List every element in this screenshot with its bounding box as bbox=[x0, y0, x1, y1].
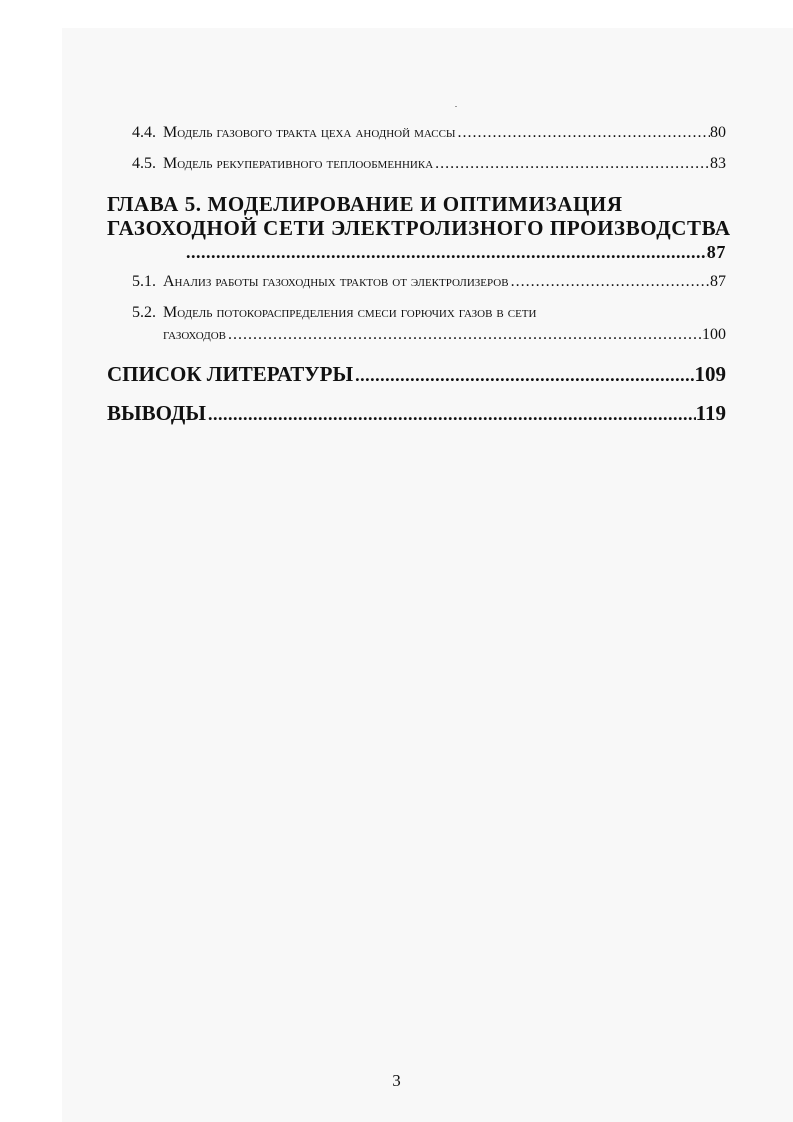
toc-entry-title: Модель рекуперативного теплообменника bbox=[163, 155, 434, 172]
toc-entry-5-2[interactable] bbox=[107, 304, 726, 344]
toc-entry-number: 5.2. bbox=[132, 304, 156, 321]
dot-leader bbox=[206, 404, 696, 425]
toc-entry-title: Анализ работы газоходных трактов от электролизеров bbox=[163, 273, 509, 290]
toc-entry-number: 4.4. bbox=[132, 124, 156, 141]
toc-entry-title-line-1: Модель потокораспределения смеси горючих газов в сети bbox=[163, 304, 537, 321]
dot-leader bbox=[433, 155, 710, 173]
toc-entry-number: 5.1. bbox=[132, 273, 156, 290]
toc-section-conclusions[interactable] bbox=[107, 401, 726, 426]
dot-leader bbox=[353, 365, 694, 386]
toc-section-title: ВЫВОДЫ bbox=[107, 401, 206, 425]
chapter-title-line-1: ГЛАВА 5. МОДЕЛИРОВАНИЕ И ОПТИМИЗАЦИЯ bbox=[107, 192, 623, 216]
toc-entry-page: 80 bbox=[710, 124, 726, 141]
toc-entry-page: 83 bbox=[710, 155, 726, 172]
toc-entry-5-1[interactable] bbox=[107, 273, 726, 296]
toc-entry-number: 4.5. bbox=[132, 155, 156, 172]
toc-section-references[interactable] bbox=[107, 362, 726, 387]
toc-section-page: 119 bbox=[695, 401, 726, 425]
toc-entry-4-4[interactable] bbox=[107, 124, 726, 147]
toc-chapter-page: 87 bbox=[706, 242, 726, 262]
toc-section-title: СПИСОК ЛИТЕРАТУРЫ bbox=[107, 362, 354, 386]
dot-leader bbox=[226, 326, 702, 344]
toc-section-page: 109 bbox=[694, 362, 726, 386]
dot-leader bbox=[509, 273, 710, 291]
chapter-title-line-2: ГАЗОХОДНОЙ СЕТИ ЭЛЕКТРОЛИЗНОГО ПРОИЗВОДСТВА bbox=[107, 216, 731, 240]
toc-entry-title: Модель газового тракта цеха анодной массы bbox=[163, 124, 456, 141]
toc-entry-title-line-2: газоходов bbox=[163, 326, 226, 343]
toc-entry-page: 100 bbox=[702, 326, 726, 343]
toc-entry-page: 87 bbox=[710, 273, 726, 290]
toc-entry-4-5[interactable] bbox=[107, 155, 726, 178]
dot-leader bbox=[184, 240, 707, 264]
dot-leader bbox=[456, 124, 710, 142]
toc-chapter-5[interactable] bbox=[107, 192, 731, 264]
scan-mark bbox=[455, 106, 457, 107]
page-number: 3 bbox=[392, 1071, 401, 1090]
